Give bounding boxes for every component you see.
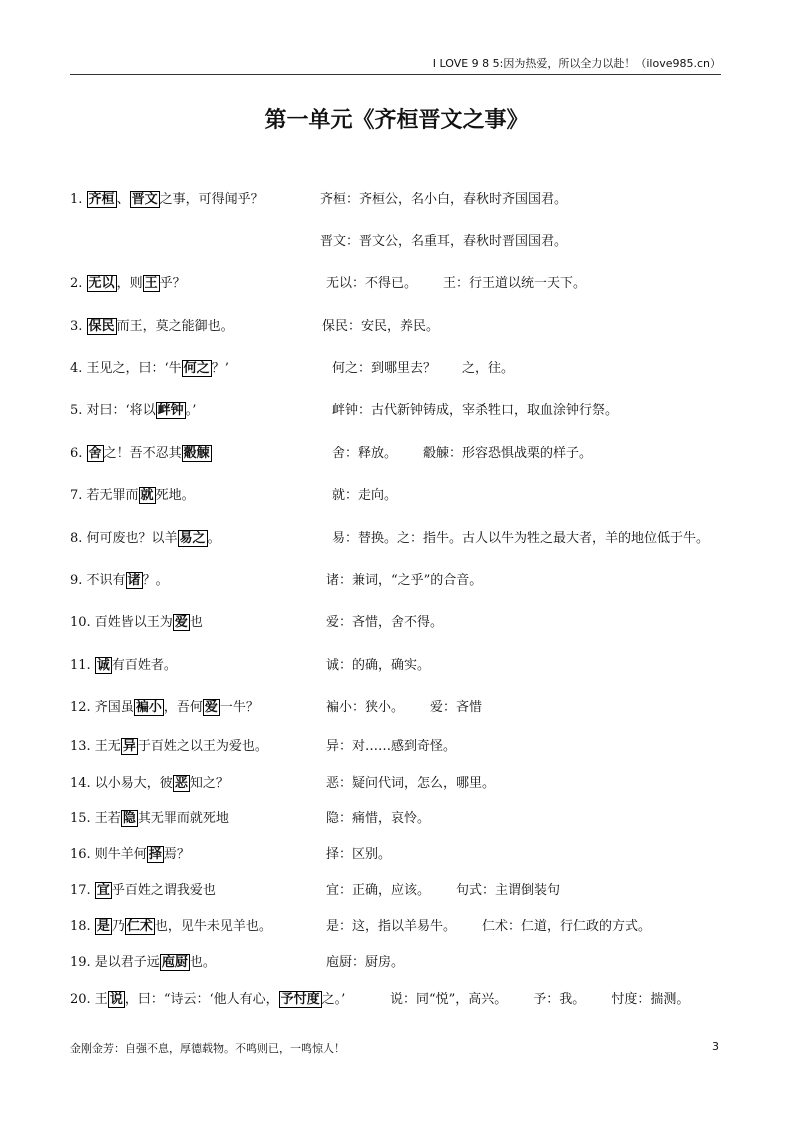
question-text bbox=[70, 443, 212, 465]
highlighted-word: 仁术 bbox=[126, 919, 153, 934]
annotation-segment: 恶：疑问代词，怎么，哪里。 bbox=[326, 776, 496, 791]
question-text bbox=[70, 400, 196, 422]
annotation-segment: 觳觫：形容恐惧战栗的样子。 bbox=[423, 446, 593, 461]
highlighted-word: 无以 bbox=[88, 276, 115, 291]
annotation-text bbox=[332, 358, 540, 380]
question-segment: 11. bbox=[70, 658, 95, 673]
question-segment: 8. 何可废也？以羊 bbox=[70, 531, 178, 546]
list-item bbox=[70, 916, 730, 938]
annotation-text bbox=[326, 612, 469, 634]
list-item bbox=[70, 697, 730, 719]
annotation-segment: 异：对……感到奇怪。 bbox=[326, 739, 457, 754]
question-segment: ，则 bbox=[116, 276, 143, 291]
question-text bbox=[70, 528, 221, 550]
highlighted-word: 宜 bbox=[96, 883, 110, 898]
list-item bbox=[70, 989, 730, 1011]
annotation-text bbox=[320, 231, 593, 253]
highlighted-word: 王 bbox=[144, 276, 158, 291]
question-segment: 14. 以小易大，彼 bbox=[70, 776, 173, 791]
question-segment: 。’ bbox=[185, 403, 197, 418]
annotation-segment: 句式：主谓倒装句 bbox=[456, 883, 561, 898]
highlighted-word: 易之 bbox=[179, 531, 206, 546]
question-text bbox=[70, 570, 169, 592]
question-segment: 13. 王无 bbox=[70, 739, 121, 754]
question-segment: 之事，可得闻乎？ bbox=[159, 192, 264, 207]
question-text bbox=[70, 697, 259, 719]
annotation-segment: 仁术：仁道，行仁政的方式。 bbox=[482, 919, 652, 934]
highlighted-word: 诚 bbox=[96, 658, 110, 673]
highlighted-word: 齐桓 bbox=[88, 192, 115, 207]
page-number: 3 bbox=[712, 1040, 719, 1053]
highlighted-word: 舍 bbox=[88, 446, 102, 461]
list-item bbox=[70, 736, 730, 758]
annotation-text bbox=[326, 952, 430, 974]
question-segment: 也。 bbox=[189, 955, 216, 970]
annotation-text bbox=[320, 189, 593, 211]
annotation-segment: 爱：吝惜 bbox=[430, 700, 483, 715]
annotation-segment: 王：行王道以统一天下。 bbox=[443, 276, 587, 291]
question-text bbox=[70, 736, 268, 758]
annotation-segment: 无以：不得已。 bbox=[326, 276, 418, 291]
question-segment: 有百姓者。 bbox=[111, 658, 177, 673]
list-item bbox=[70, 189, 730, 211]
question-text bbox=[70, 189, 264, 211]
question-segment: 10. 百姓皆以王为 bbox=[70, 615, 173, 630]
annotation-text bbox=[326, 697, 508, 719]
question-segment: ，曰：“诗云：‘他人有心， bbox=[124, 992, 279, 1007]
list-item bbox=[70, 952, 730, 974]
highlighted-word: 是 bbox=[96, 919, 110, 934]
question-segment: 而王，莫之能御也。 bbox=[116, 319, 234, 334]
list-item bbox=[70, 844, 730, 866]
annotation-segment: 择：区别。 bbox=[326, 847, 392, 862]
annotation-text bbox=[326, 808, 456, 830]
page-footer: 金刚金芳：自强不息，厚德载物。不鸣则已，一鸣惊人！ bbox=[70, 1042, 345, 1055]
list-item bbox=[70, 655, 730, 677]
question-segment: 2. bbox=[70, 276, 87, 291]
question-segment: 16. 则牛羊何 bbox=[70, 847, 147, 862]
annotation-segment: 是：这，指以羊易牛。 bbox=[326, 919, 457, 934]
annotation-segment: 易：替换。之：指牛。古人以牛为牲之最大者，羊的地位低于牛。 bbox=[332, 531, 710, 546]
annotation-text bbox=[326, 655, 456, 677]
question-text bbox=[70, 358, 229, 380]
annotation-segment: 诸：兼词，“之乎”的合音。 bbox=[326, 573, 483, 588]
question-segment: 7. 若无罪而 bbox=[70, 488, 139, 503]
question-text bbox=[70, 989, 345, 1011]
list-item bbox=[70, 273, 730, 295]
list-item bbox=[70, 485, 730, 507]
annotation-text bbox=[326, 773, 521, 795]
question-segment: 乎百姓之谓我爱也 bbox=[111, 883, 216, 898]
list-item bbox=[70, 528, 730, 550]
question-text bbox=[70, 773, 229, 795]
list-item bbox=[70, 231, 730, 253]
question-segment: 5. 对曰：‘将以 bbox=[70, 403, 156, 418]
page-header: I LOVE 9 8 5:因为热爱，所以全力以赴！（ilove985.cn） bbox=[70, 56, 721, 75]
question-segment: 焉？ bbox=[163, 847, 190, 862]
annotation-segment: 保民：安民，养民。 bbox=[322, 319, 440, 334]
question-segment: 一牛？ bbox=[219, 700, 259, 715]
annotation-segment: 就：走向。 bbox=[332, 488, 398, 503]
annotation-segment: 舍：释放。 bbox=[332, 446, 398, 461]
question-text bbox=[70, 952, 216, 974]
annotation-segment: 褊小：狭小。 bbox=[326, 700, 405, 715]
annotation-text bbox=[322, 316, 465, 338]
question-text bbox=[70, 844, 190, 866]
annotation-segment: 之，往。 bbox=[462, 361, 515, 376]
question-segment: 12. 齐国虽 bbox=[70, 700, 134, 715]
annotation-segment: 说：同“悦”，高兴。 bbox=[390, 992, 508, 1007]
annotation-segment: 予：我。 bbox=[533, 992, 586, 1007]
annotation-text bbox=[390, 989, 715, 1011]
question-segment: ，吾何 bbox=[163, 700, 203, 715]
annotation-text bbox=[332, 443, 618, 465]
question-text bbox=[70, 655, 177, 677]
question-segment: 。 bbox=[207, 531, 221, 546]
question-segment: 3. bbox=[70, 319, 87, 334]
annotation-segment: 诚：的确，确实。 bbox=[326, 658, 431, 673]
highlighted-word: 恶 bbox=[174, 776, 188, 791]
list-item bbox=[70, 570, 730, 592]
annotation-text bbox=[326, 273, 612, 295]
highlighted-word: 爱 bbox=[174, 615, 188, 630]
annotation-text bbox=[326, 736, 482, 758]
question-segment: 1. bbox=[70, 192, 87, 207]
annotation-segment: 晋文：晋文公，名重耳，春秋时晋国国君。 bbox=[320, 234, 568, 249]
annotation-segment: 齐桓：齐桓公，名小白，春秋时齐国国君。 bbox=[320, 192, 568, 207]
question-text bbox=[70, 916, 272, 938]
annotation-segment: 何之：到哪里去？ bbox=[332, 361, 437, 376]
highlighted-word: 何之 bbox=[183, 361, 210, 376]
list-item bbox=[70, 316, 730, 338]
list-item bbox=[70, 880, 730, 902]
question-segment: 死地。 bbox=[155, 488, 195, 503]
question-segment: 乎？ bbox=[159, 276, 186, 291]
annotation-text bbox=[332, 528, 735, 550]
highlighted-word: 诸 bbox=[127, 573, 141, 588]
question-segment: 6. bbox=[70, 446, 87, 461]
annotation-segment: 爱：吝惜，舍不得。 bbox=[326, 615, 444, 630]
question-text bbox=[70, 808, 229, 830]
question-segment: 20. 王 bbox=[70, 992, 108, 1007]
question-segment: 之！吾不忍其 bbox=[103, 446, 182, 461]
question-text bbox=[70, 485, 195, 507]
highlighted-word: 爱 bbox=[204, 700, 218, 715]
list-item bbox=[70, 773, 730, 795]
highlighted-word: 晋文 bbox=[131, 192, 158, 207]
question-segment: 17. bbox=[70, 883, 95, 898]
annotation-text bbox=[326, 570, 508, 592]
question-segment: 19. 是以君子远 bbox=[70, 955, 160, 970]
page-title: 第一单元《齐桓晋文之事》 bbox=[264, 108, 529, 133]
question-segment: ？’ bbox=[211, 361, 229, 376]
annotation-segment: 宜：正确，应该。 bbox=[326, 883, 431, 898]
highlighted-word: 予忖度 bbox=[280, 992, 320, 1007]
question-segment: 15. 王若 bbox=[70, 811, 121, 826]
highlighted-word: 隐 bbox=[122, 811, 136, 826]
question-segment: 、 bbox=[116, 192, 130, 207]
list-item bbox=[70, 443, 730, 465]
list-item bbox=[70, 400, 730, 422]
list-item bbox=[70, 612, 730, 634]
list-item bbox=[70, 808, 730, 830]
question-segment: ？。 bbox=[142, 573, 169, 588]
list-item bbox=[70, 358, 730, 380]
question-segment: 4. 王见之，曰：‘牛 bbox=[70, 361, 182, 376]
question-segment: 其无罪而就死地 bbox=[137, 811, 229, 826]
question-segment: 9. 不识有 bbox=[70, 573, 126, 588]
annotation-text bbox=[326, 844, 417, 866]
highlighted-word: 说 bbox=[109, 992, 123, 1007]
question-segment: 乃 bbox=[111, 919, 125, 934]
highlighted-word: 庖厨 bbox=[161, 955, 188, 970]
question-segment: 知之？ bbox=[189, 776, 229, 791]
annotation-segment: 庖厨：厨房。 bbox=[326, 955, 405, 970]
annotation-segment: 忖度：揣测。 bbox=[611, 992, 690, 1007]
highlighted-word: 异 bbox=[122, 739, 136, 754]
highlighted-word: 择 bbox=[148, 847, 162, 862]
highlighted-word: 觳觫 bbox=[183, 446, 210, 461]
annotation-text bbox=[326, 880, 586, 902]
highlighted-word: 褊小 bbox=[135, 700, 162, 715]
question-segment: 之。’ bbox=[321, 992, 346, 1007]
highlighted-word: 衅钟 bbox=[157, 403, 184, 418]
annotation-text bbox=[332, 485, 423, 507]
annotation-text bbox=[326, 916, 677, 938]
question-segment: 也 bbox=[189, 615, 203, 630]
question-text bbox=[70, 273, 186, 295]
annotation-text bbox=[332, 400, 644, 422]
question-segment: 也，见牛未见羊也。 bbox=[154, 919, 272, 934]
question-text bbox=[70, 316, 234, 338]
annotation-segment: 隐：痛惜，哀怜。 bbox=[326, 811, 431, 826]
question-text bbox=[70, 880, 216, 902]
question-segment: 于百姓之以王为爱也。 bbox=[137, 739, 268, 754]
question-text bbox=[70, 612, 203, 634]
question-segment: 18. bbox=[70, 919, 95, 934]
annotation-segment: 衅钟：古代新钟铸成，宰杀牲口，取血涂钟行祭。 bbox=[332, 403, 619, 418]
highlighted-word: 保民 bbox=[88, 319, 115, 334]
highlighted-word: 就 bbox=[140, 488, 154, 503]
